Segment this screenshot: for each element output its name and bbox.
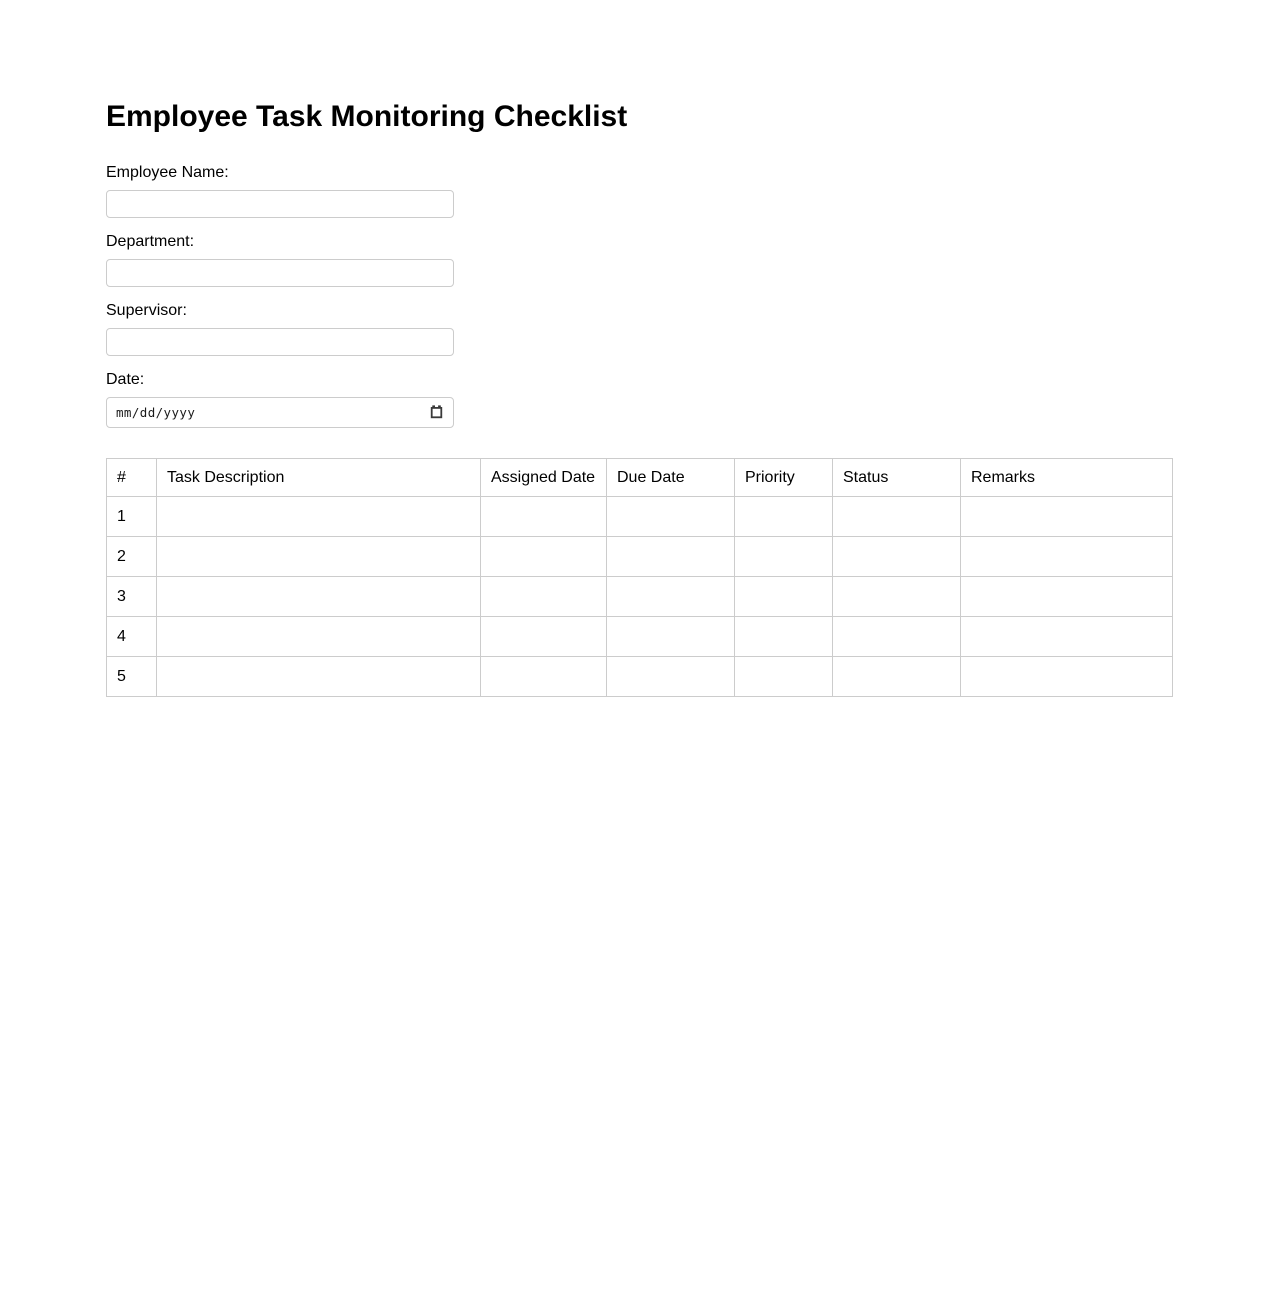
page-title: Employee Task Monitoring Checklist — [106, 100, 628, 133]
remarks-cell — [961, 656, 1173, 696]
due-date-cell — [607, 576, 735, 616]
due-date-cell — [607, 656, 735, 696]
status-cell — [833, 576, 961, 616]
field-department — [106, 232, 1172, 287]
due-date-cell — [607, 616, 735, 656]
col-header-number: # — [107, 458, 157, 496]
row-number-cell: 5 — [107, 656, 157, 696]
table-row — [107, 656, 1173, 696]
col-header-assigned-date: Assigned Date — [481, 458, 607, 496]
field-date — [106, 370, 1172, 428]
task-table — [106, 458, 1173, 697]
supervisor-input[interactable] — [106, 328, 454, 356]
content-container — [106, 0, 1172, 697]
task-description-cell — [157, 656, 481, 696]
priority-cell — [735, 656, 833, 696]
date-input[interactable] — [106, 397, 454, 428]
col-header-status: Status — [833, 458, 961, 496]
row-number-cell: 4 — [107, 616, 157, 656]
col-header-due-date: Due Date — [607, 458, 735, 496]
col-header-task-description: Task Description — [157, 458, 481, 496]
date-placeholder: mm/dd/yyyy — [116, 404, 196, 420]
task-description-cell — [157, 616, 481, 656]
priority-cell — [735, 616, 833, 656]
remarks-cell — [961, 576, 1173, 616]
department-label: Department: — [106, 232, 195, 250]
table-row — [107, 496, 1173, 536]
row-number-cell: 1 — [107, 496, 157, 536]
employee-name-label: Employee Name: — [106, 163, 229, 181]
task-description-cell — [157, 536, 481, 576]
assigned-date-cell — [481, 576, 607, 616]
assigned-date-cell — [481, 616, 607, 656]
due-date-cell — [607, 496, 735, 536]
status-cell — [833, 496, 961, 536]
supervisor-label: Supervisor: — [106, 301, 187, 319]
department-input[interactable] — [106, 259, 454, 287]
status-cell — [833, 616, 961, 656]
due-date-cell — [607, 536, 735, 576]
status-cell — [833, 656, 961, 696]
col-header-priority: Priority — [735, 458, 833, 496]
priority-cell — [735, 496, 833, 536]
employee-name-input[interactable] — [106, 190, 454, 218]
field-employee-name — [106, 163, 1172, 218]
field-supervisor — [106, 301, 1172, 356]
task-description-cell — [157, 576, 481, 616]
table-row — [107, 616, 1173, 656]
priority-cell — [735, 536, 833, 576]
priority-cell — [735, 576, 833, 616]
task-description-cell — [157, 496, 481, 536]
table-header-row — [107, 458, 1173, 496]
row-number-cell: 3 — [107, 576, 157, 616]
col-header-remarks: Remarks — [961, 458, 1173, 496]
remarks-cell — [961, 536, 1173, 576]
assigned-date-cell — [481, 496, 607, 536]
assigned-date-cell — [481, 536, 607, 576]
remarks-cell — [961, 496, 1173, 536]
calendar-icon[interactable] — [430, 405, 443, 419]
status-cell — [833, 536, 961, 576]
date-label: Date: — [106, 370, 145, 388]
remarks-cell — [961, 616, 1173, 656]
row-number-cell: 2 — [107, 536, 157, 576]
table-row — [107, 576, 1173, 616]
table-row — [107, 536, 1173, 576]
assigned-date-cell — [481, 656, 607, 696]
